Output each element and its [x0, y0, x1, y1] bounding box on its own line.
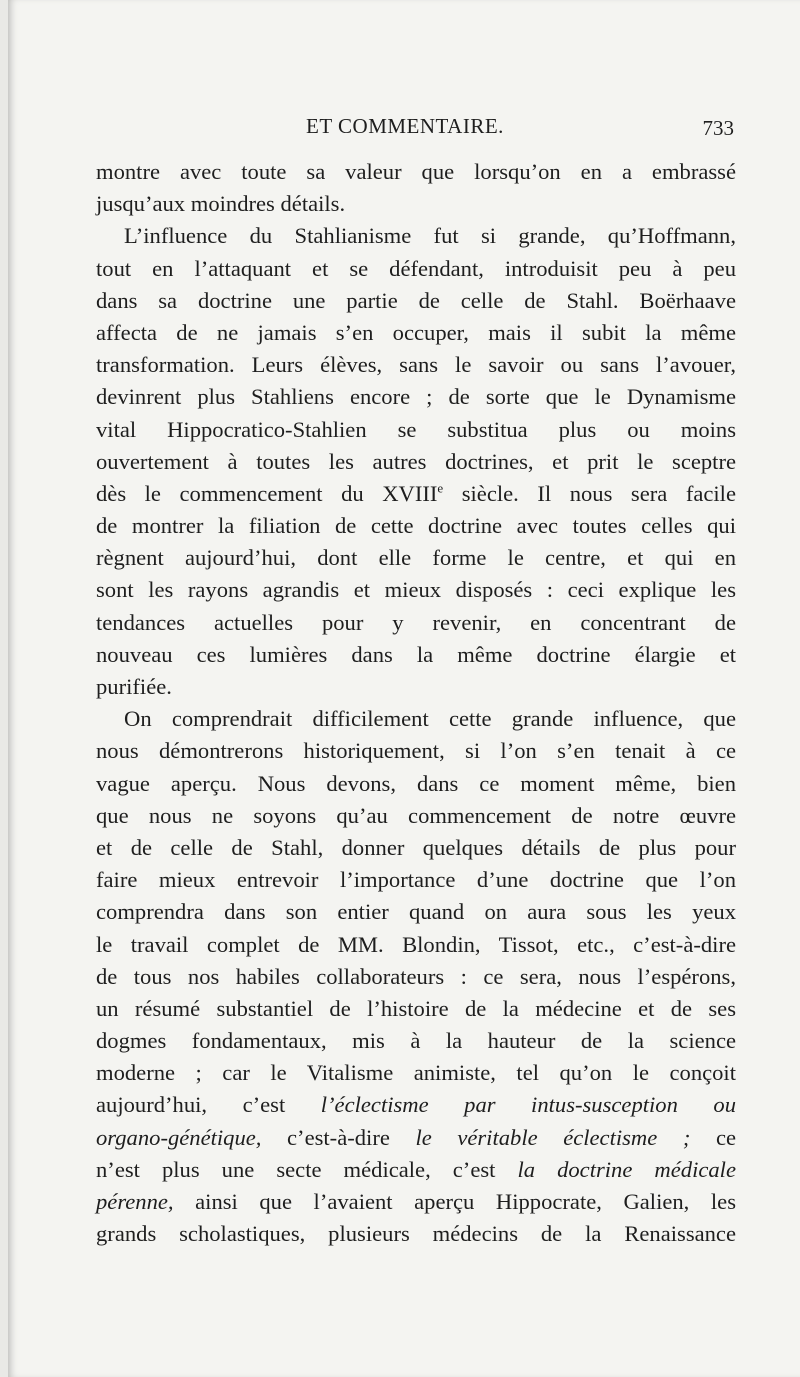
text-line: un résumé substantiel de l’histoire de la médecine et de ses: [96, 995, 736, 1021]
text-line: affecta de ne jamais s’en occuper, mais il subit la même: [96, 319, 736, 345]
text-line: [96, 1186, 736, 1218]
text-line: faire mieux entrevoir l’importance d’une doctrine que l’on: [96, 867, 736, 893]
text-line: nous démontrerons historiquement, si l’on s’en tenait à ce: [96, 738, 736, 764]
text-line: comprendra dans son entier quand on aura sous les yeux: [96, 899, 736, 925]
text-segment: n’est plus une secte médicale, c’est: [96, 1156, 496, 1182]
italic-segment: organo-génétique,: [96, 1124, 262, 1150]
text-segment: ce: [715, 1124, 737, 1150]
paragraph-start-line: L’influence du Stahlianisme fut si grande, qu’Hoffmann,: [124, 223, 736, 249]
italic-segment: la doctrine médicale: [517, 1156, 736, 1182]
text-line: le travail complet de MM. Blondin, Tissot, etc., c’est-à-dire: [96, 931, 736, 957]
page-number: 733: [702, 116, 734, 140]
text-line: purifiée.: [96, 674, 172, 699]
text-line: grands scholastiques, plusieurs médecins de la Renaissance: [96, 1221, 736, 1247]
text-line: dans sa doctrine une partie de celle de Stahl. Boërhaave: [96, 287, 736, 313]
text-line: nouveau ces lumières dans la même doctrine élargie et: [96, 641, 736, 667]
superscript: e: [437, 480, 444, 496]
text-line: sont les rayons agrandis et mieux disposés : ceci explique les: [96, 577, 736, 603]
text-segment: c’est-à-dire: [287, 1124, 390, 1150]
italic-segment: l’éclectisme par intus-susception ou: [320, 1092, 736, 1118]
text-line: moderne ; car le Vitalisme animiste, tel qu’on le conçoit: [96, 1060, 736, 1086]
running-head: ET COMMENTAIRE.: [306, 114, 504, 138]
text-line: tendances actuelles pour y revenir, en concentrant de: [96, 609, 736, 635]
text-line: vague aperçu. Nous devons, dans ce moment même, bien: [96, 770, 736, 796]
text-line: que nous ne soyons qu’au commencement de notre œuvre: [96, 802, 736, 828]
text-line: tout en l’attaquant et se défendant, introduisit peu à peu: [96, 255, 736, 281]
text-segment: dès le commencement du XVIII: [96, 480, 438, 506]
text-line: [96, 1154, 736, 1186]
text-line: [96, 478, 736, 510]
text-segment: ainsi que l’avaient aperçu Hippocrate, Galien, les: [195, 1189, 736, 1214]
book-page: [8, 0, 800, 1377]
text-line: [96, 1089, 736, 1121]
text-line: [96, 1122, 736, 1154]
text-line: transformation. Leurs élèves, sans le savoir ou sans l’avouer,: [96, 352, 736, 378]
text-segment: siècle. Il nous sera facile: [461, 480, 736, 506]
text-line: vital Hippocratico-Stahlien se substitua plus ou moins: [96, 416, 736, 442]
body-text: [96, 156, 736, 1250]
paragraph-start-line: On comprendrait difficilement cette grande influence, que: [124, 706, 736, 732]
text-line: devinrent plus Stahliens encore ; de sorte que le Dynamisme: [96, 384, 736, 410]
text-line: jusqu’aux moindres détails.: [96, 191, 346, 217]
italic-segment: le véritable éclectisme ;: [415, 1124, 691, 1150]
text-line: dogmes fondamentaux, mis à la hauteur de la science: [96, 1028, 736, 1054]
page-header: [96, 114, 734, 144]
text-line: ouvertement à toutes les autres doctrines, et prit le sceptre: [96, 448, 736, 474]
text-segment: aujourd’hui, c’est: [96, 1092, 286, 1118]
text-line: de montrer la filiation de cette doctrine avec toutes celles qui: [96, 513, 736, 539]
text-line: de tous nos habiles collaborateurs : ce sera, nous l’espérons,: [96, 963, 736, 989]
text-line: règnent aujourd’hui, dont elle forme le centre, et qui en: [96, 545, 736, 571]
italic-segment: pérenne,: [96, 1189, 174, 1214]
text-line: montre avec toute sa valeur que lorsqu’on en a embrassé: [96, 159, 736, 184]
text-line: et de celle de Stahl, donner quelques détails de plus pour: [96, 834, 736, 860]
